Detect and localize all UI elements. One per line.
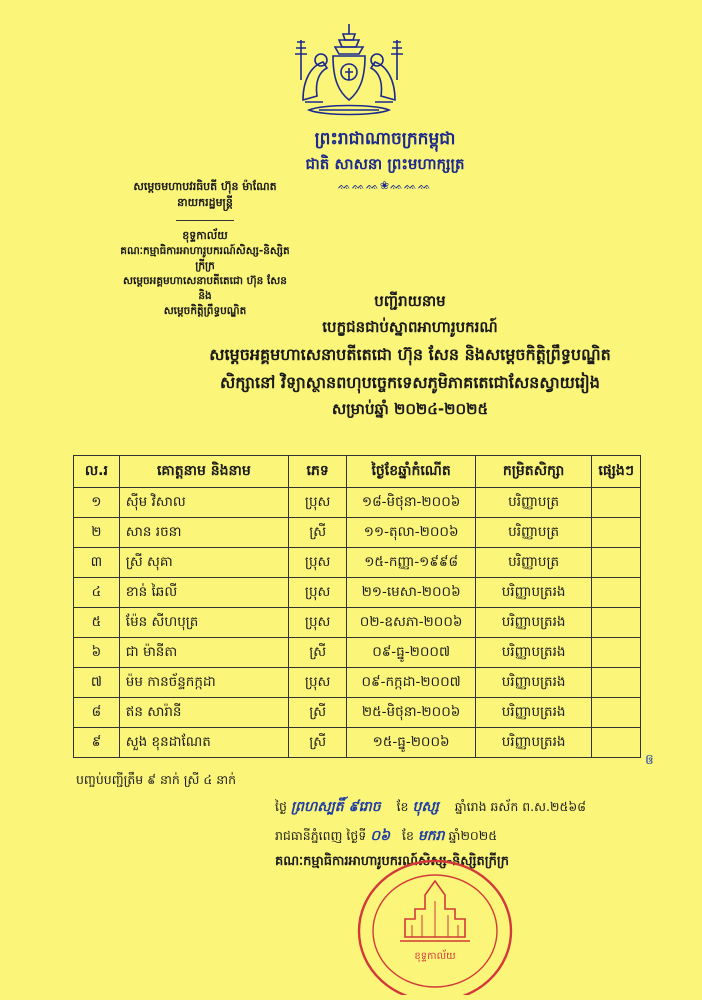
solar-date-line: [275, 826, 655, 847]
list-summary: បញ្ចប់បញ្ជីត្រឹម ៩ នាក់ ស្រី ៤ នាក់: [76, 772, 237, 787]
issuer-line-2: នាយករដ្ឋមន្ត្រី: [177, 196, 233, 209]
issuer-line-6: សម្តេចកិត្តិព្រឹទ្ធបណ្ឌិត: [163, 305, 247, 317]
header-no: ល.រ: [74, 456, 120, 488]
cell-dob: ១៥-ធ្នូ-២០០៦: [347, 728, 475, 758]
month2-handwritten: មករា: [417, 828, 445, 844]
cell-sex: ស្រី: [288, 698, 347, 728]
cell-other: [592, 608, 641, 638]
cell-dob: ១៥-កញ្ញា-១៩៩៨: [347, 548, 475, 578]
cell-dob: ១១-តុលា-២០០៦: [347, 518, 475, 548]
lunar-date-line: [275, 797, 655, 818]
cell-level: បរិញ្ញាបត្ររង: [475, 578, 592, 608]
cell-sex: ប្រុស: [288, 578, 347, 608]
cell-level: បរិញ្ញាបត្រ: [475, 518, 592, 548]
lunar-year: ឆ្នាំរោង ឆស័ក ព.ស.២៥៦៨: [454, 799, 587, 814]
issuer-line-3: ខុទ្ទកាល័យ: [182, 229, 228, 242]
table-row: [74, 668, 641, 698]
month-prefix: ខែ: [396, 799, 409, 814]
title-year: សម្រាប់ឆ្នាំ ២០២៤-២០២៥: [331, 400, 489, 418]
cell-name: សួង ខុនដាណែត: [119, 728, 288, 758]
issuer-line-1: សម្តេចមហាបវរធិបតី ហ៊ុន ម៉ាណែត: [133, 180, 277, 193]
cell-no: ៤: [74, 578, 120, 608]
day-prefix: ថ្ងៃ: [275, 799, 287, 814]
cell-no: ១: [74, 488, 120, 518]
table-row: [74, 728, 641, 758]
kingdom-name: ព្រះរាជាណាចក្រកម្ពុជា: [314, 129, 456, 149]
cell-sex: ស្រី: [288, 638, 347, 668]
seal-center-text: ខុទ្ទកាល័យ: [414, 951, 456, 962]
national-motto: ជាតិ សាសនា ព្រះមហាក្សត្រ: [305, 155, 465, 173]
cell-name: ម៉ម កានច័ន្ទកក្កដា: [119, 668, 288, 698]
cell-other: [592, 488, 641, 518]
cell-no: ២: [74, 518, 120, 548]
table-row: [74, 518, 641, 548]
motto-ornament: ᨐᨐᨐ❀ᨐᨐᨐ: [338, 179, 432, 192]
title-scholarship: សម្តេចអគ្គមហាសេនាបតីតេជោ ហ៊ុន សែន និងសម្តេចកិត្តិព្រឹទ្ធបណ្ឌិត: [209, 345, 611, 364]
city-prefix: រាជធានីភ្នំពេញ ថ្ងៃទី: [275, 828, 367, 843]
cell-no: ៩: [74, 728, 120, 758]
cell-dob: ២១-មេសា-២០០៦: [347, 578, 475, 608]
cell-no: ៣: [74, 548, 120, 578]
solar-year: ឆ្នាំ២០២៥: [448, 828, 498, 843]
issuer-line-5: សម្តេចអគ្គមហាសេនាបតីតេជោ ហ៊ុន សែន និង: [123, 275, 287, 302]
roster-table: [73, 455, 641, 758]
cell-other: [592, 518, 641, 548]
committee-name: គណៈកម្មាធិការអាហារូបករណ៍សិស្ស-និស្សិតក្រីក្រ: [275, 854, 510, 869]
issuer-divider: [176, 220, 234, 221]
cell-no: ៦: [74, 638, 120, 668]
month2-prefix: ខែ: [402, 828, 414, 843]
cell-no: ៧: [74, 668, 120, 698]
table-header-row: [74, 456, 641, 488]
table-row: [74, 608, 641, 638]
cell-name: សាន រចនា: [119, 518, 288, 548]
cell-level: បរិញ្ញាបត្រ: [475, 488, 592, 518]
cell-other: [592, 548, 641, 578]
cell-level: បរិញ្ញាបត្ររង: [475, 638, 592, 668]
margin-initial-mark: ឲ: [645, 752, 654, 768]
cell-level: បរិញ្ញាបត្ររង: [475, 668, 592, 698]
cell-name: ស្រី សុគា: [119, 548, 288, 578]
cell-level: បរិញ្ញាបត្ររង: [475, 608, 592, 638]
cell-dob: ២៥-មិថុនា-២០០៦: [347, 698, 475, 728]
cell-other: [592, 668, 641, 698]
header-level: កម្រិតសិក្សា: [475, 456, 592, 488]
month-handwritten: បុស្ស: [412, 799, 439, 815]
cell-sex: ប្រុស: [288, 608, 347, 638]
header-other: ផ្សេងៗ: [592, 456, 641, 488]
title-list: បញ្ជីរាយនាម: [374, 292, 446, 310]
cell-no: ៥: [74, 608, 120, 638]
cell-dob: ០៩-កក្កដា-២០០៧: [347, 668, 475, 698]
cell-sex: ប្រុស: [288, 488, 347, 518]
cell-sex: ប្រុស: [288, 668, 347, 698]
table-row: [74, 488, 641, 518]
kingdom-header: [255, 128, 515, 193]
cell-name: ខាន់ ឆៃលី: [119, 578, 288, 608]
cell-other: [592, 638, 641, 668]
issuer-line-4: គណៈកម្មាធិការអាហារូបករណ៍សិស្ស-និស្សិតក្រីក្រ: [120, 245, 290, 272]
header-dob: ថ្ងៃខែឆ្នាំកំណើត: [347, 456, 475, 488]
header-sex: ភេទ: [288, 456, 347, 488]
cell-other: [592, 698, 641, 728]
header-name: គោត្តនាម និងនាម: [119, 456, 288, 488]
table-row: [74, 638, 641, 668]
cell-other: [592, 728, 641, 758]
cell-dob: ០២-ឧសភា-២០០៦: [347, 608, 475, 638]
title-candidates: បេក្ខជនជាប់ស្នាពអាហារូបករណ៍: [322, 318, 498, 336]
document-titles: [160, 292, 660, 422]
cell-other: [592, 578, 641, 608]
table-row: [74, 548, 641, 578]
title-institute: សិក្សានៅ វិទ្យាស្ថានពហុបច្ចេកទេសភូមិភាគតេជោសែនស្វាយរៀង: [220, 373, 600, 392]
cell-name: ម៉ែន សីហបុត្រ: [119, 608, 288, 638]
cell-name: ឥន សារ៉ានី: [119, 698, 288, 728]
table-row: [74, 698, 641, 728]
royal-emblem-icon: [293, 20, 405, 124]
day-handwritten: ព្រហស្បតិ៍ ៩រោច: [290, 799, 381, 815]
cell-sex: ស្រី: [288, 518, 347, 548]
official-seal-icon: [350, 845, 520, 995]
cell-level: បរិញ្ញាបត្រ: [475, 548, 592, 578]
cell-sex: ស្រី: [288, 728, 347, 758]
table-row: [74, 578, 641, 608]
cell-level: បរិញ្ញាបត្ររង: [475, 698, 592, 728]
day-number-handwritten: ០៦: [370, 828, 391, 844]
cell-dob: ០៩-ធ្នូ-២០០៧: [347, 638, 475, 668]
cell-no: ៨: [74, 698, 120, 728]
cell-sex: ប្រុស: [288, 548, 347, 578]
cell-name: ស៊ីម វិសាល: [119, 488, 288, 518]
cell-name: ជា ម៉ានីតា: [119, 638, 288, 668]
cell-dob: ១៨-មិថុនា-២០០៦: [347, 488, 475, 518]
cell-level: បរិញ្ញាបត្ររង: [475, 728, 592, 758]
